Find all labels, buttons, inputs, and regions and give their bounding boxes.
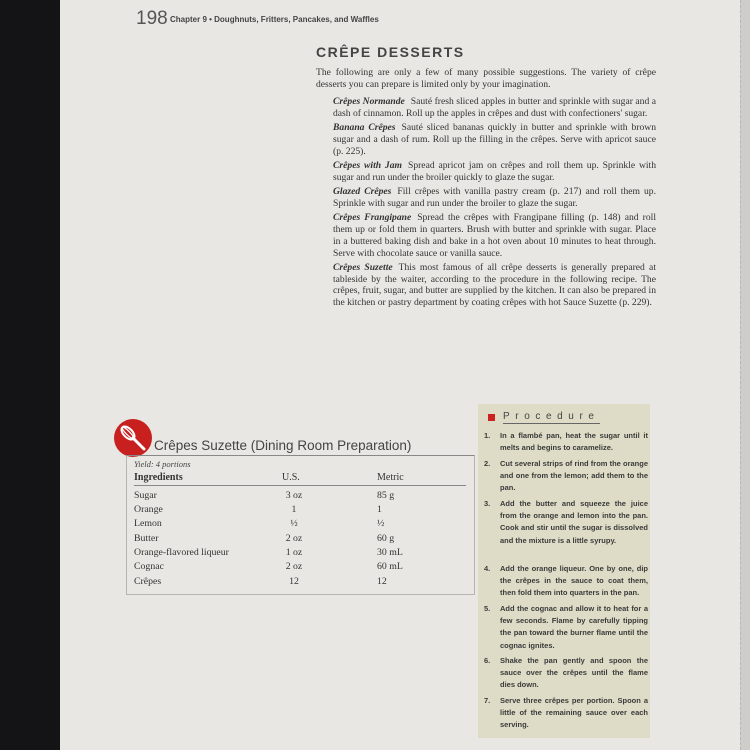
whisk-icon: [113, 418, 153, 458]
step-number: 7.: [484, 696, 491, 705]
metric-amount: 1: [377, 504, 382, 515]
dessert-item: [333, 262, 656, 309]
dessert-item: [333, 160, 656, 184]
procedure-step: [484, 695, 648, 732]
us-amount: 2 oz: [285, 561, 303, 572]
us-amount: 1: [291, 504, 297, 515]
dessert-text: Spread apricot jam on crêpes and roll them up. Sprinkle with sugar and run under the broiler quickly to glaze the sugar.: [333, 159, 657, 183]
step-number: 4.: [484, 564, 491, 573]
step-text: Cut several strips of rind from the orange and one from the lemon; add them to the pan.: [500, 459, 648, 493]
dessert-name: Crêpes Suzette: [333, 261, 393, 273]
metric-amount: 30 mL: [377, 547, 403, 558]
step-text: Shake the pan gently and spoon the sauce over the crêpes until the flame dies down.: [500, 656, 648, 690]
metric-amount: 85 g: [377, 490, 395, 501]
step-number: 1.: [484, 431, 491, 440]
recipe-yield: Yield: 4 portions: [134, 459, 191, 469]
dessert-text: Sauté sliced bananas quickly in butter and sprinkle with brown sugar and a dash of rum. Roll up the filling in the crêpes. Serve with apricot sauce (p. 225).: [333, 122, 656, 157]
procedure-step: [484, 655, 648, 692]
procedure-step: [484, 458, 648, 495]
dark-background-left: [0, 0, 60, 750]
metric-amount: 60 g: [377, 533, 395, 544]
metric-amount: 60 mL: [377, 561, 403, 572]
us-amount: 12: [289, 576, 299, 587]
ingredient-name: Cognac: [134, 561, 164, 572]
dessert-item: [333, 122, 656, 157]
metric-amount: ½: [377, 518, 385, 529]
column-header-ingredients: Ingredients: [134, 472, 183, 483]
dessert-name: Crêpes Frangipane: [333, 212, 412, 224]
step-text: In a flambé pan, heat the sugar until it melts and begins to caramelize.: [500, 431, 648, 453]
procedure-step: [484, 498, 648, 547]
step-number: 3.: [484, 499, 491, 508]
dessert-text: Spread the crêpes with Frangipane filling (p. 148) and roll them up or fold them in quarters. Brush with butter and sprinkle with sugar. Place in a buttered baking dish and bake in a hot oven about 10 minutes to heat through. Serve with chocolate sauce or vanilla sauce.: [333, 212, 656, 259]
dessert-name: Glazed Crêpes: [333, 186, 392, 198]
us-amount: 2 oz: [285, 533, 303, 544]
page-edge-right: [740, 0, 750, 750]
dessert-list: [333, 96, 656, 312]
ingredient-name: Sugar: [134, 490, 157, 501]
dessert-item: [333, 212, 656, 259]
us-amount: 3 oz: [285, 490, 303, 501]
dessert-name: Crêpes with Jam: [333, 159, 402, 171]
metric-amount: 12: [377, 576, 387, 587]
procedure-step: [484, 430, 648, 454]
dessert-name: Banana Crêpes: [333, 122, 396, 134]
dessert-name: Crêpes Normande: [333, 96, 405, 107]
section-intro: The following are only a few of many possible suggestions. The variety of crêpe desserts you can prepare is limited only by your imagination.: [316, 67, 656, 90]
step-text: Serve three crêpes per portion. Spoon a little of the remaining sauce over each serving.: [500, 696, 648, 730]
procedure-step: [484, 563, 648, 600]
procedure-title: Procedure: [503, 411, 600, 422]
ingredient-name: Butter: [134, 533, 159, 544]
dessert-item: [333, 96, 656, 120]
page-number: 198: [136, 8, 168, 29]
ingredient-name: Orange: [134, 504, 163, 515]
procedure-step: [484, 603, 648, 652]
dessert-item: [333, 186, 656, 210]
dessert-text: Sauté fresh sliced apples in butter and sprinkle with sugar and a dash of cinnamon. Roll up the apples in crêpes and dust with confectioners' sugar.: [333, 96, 657, 119]
us-amount: ½: [290, 518, 298, 529]
step-text: Add the cognac and allow it to heat for a few seconds. Flame by carefully tipping the pan toward the burner flame until the cognac ignites.: [500, 604, 648, 650]
step-number: 5.: [484, 604, 491, 613]
step-number: 6.: [484, 656, 491, 665]
dessert-text: This most famous of all crêpe desserts is generally prepared at tableside by the waiter, according to the procedure in the following recipe. The crêpes, fruit, sugar, and butter are supplied by the kitchen. It can also be prepared in the kitchen or pastry department by coating crêpes with hot Sauce Suzette (p. 229).: [333, 261, 656, 309]
procedure-marker: [488, 414, 495, 421]
dessert-text: Fill crêpes with vanilla pastry cream (p. 217) and roll them up. Sprinkle with sugar and run under the broiler to glaze the sugar.: [333, 186, 656, 209]
step-text: Add the orange liqueur. One by one, dip the crêpes in the sauce to coat them, then fold them into quarters in the pan.: [500, 564, 648, 598]
ingredient-name: Orange-flavored liqueur: [134, 547, 229, 558]
running-title: Chapter 9 • Doughnuts, Fritters, Pancakes, and Waffles: [170, 15, 379, 24]
column-header-us: U.S.: [282, 472, 300, 483]
step-text: Add the butter and squeeze the juice from the orange and lemon into the pan. Cook and stir until the sugar is dissolved and the mixture is a little syrupy.: [500, 499, 648, 545]
section-title: CRÊPE DESSERTS: [316, 44, 465, 60]
recipe-title: Crêpes Suzette (Dining Room Preparation): [154, 438, 412, 453]
ingredient-name: Lemon: [134, 518, 162, 529]
header-rule: [134, 485, 466, 486]
column-header-metric: Metric: [377, 472, 404, 483]
step-number: 2.: [484, 459, 491, 468]
ingredient-name: Crêpes: [134, 576, 162, 587]
us-amount: 1 oz: [285, 547, 303, 558]
